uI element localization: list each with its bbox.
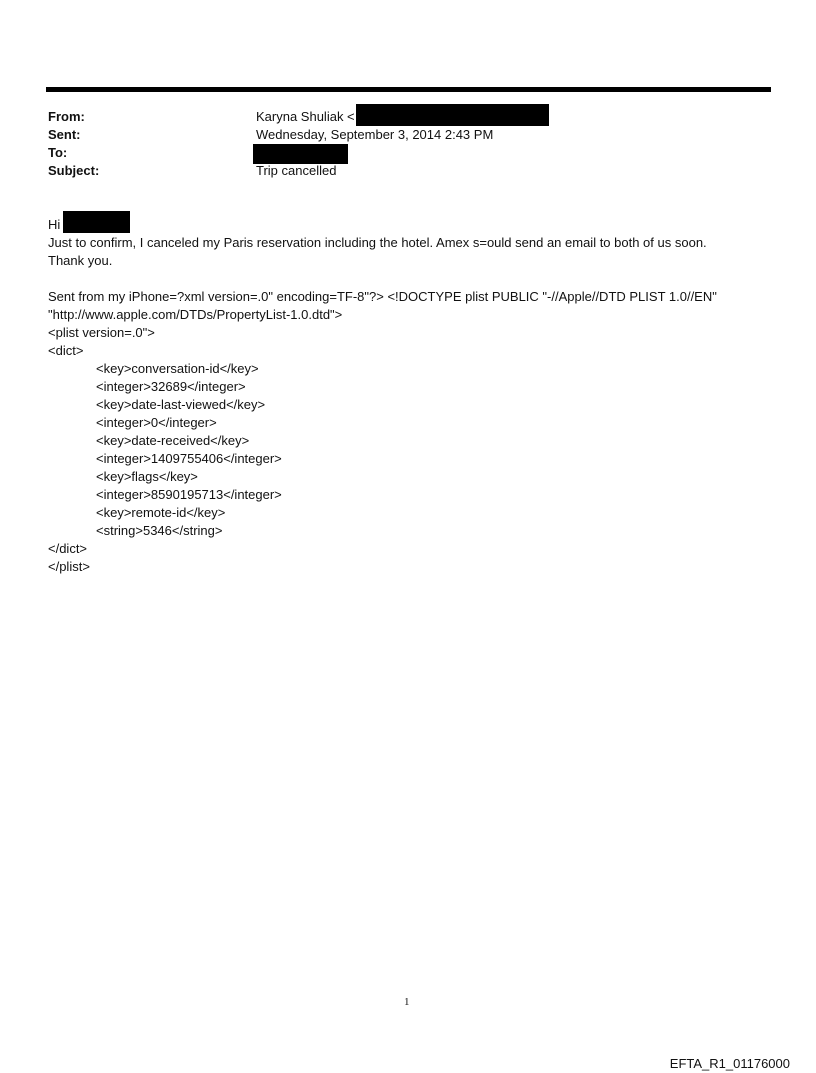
from-value: Karyna Shuliak <	[256, 109, 355, 124]
dict-line: <key>date-last-viewed</key>	[96, 397, 266, 412]
dict-line: <key>conversation-id</key>	[96, 361, 259, 376]
dict-line: <key>remote-id</key>	[96, 505, 226, 520]
dict-line: <integer>1409755406</integer>	[96, 451, 282, 466]
sent-value: Wednesday, September 3, 2014 2:43 PM	[256, 127, 494, 142]
dict-line: <integer>32689</integer>	[96, 379, 246, 394]
redaction-to	[253, 144, 348, 164]
dict-line: <key>date-received</key>	[96, 433, 250, 448]
dict-line: <integer>8590195713</integer>	[96, 487, 282, 502]
greeting: Hi	[48, 217, 61, 232]
plist-open: <plist version=.0">	[48, 325, 155, 340]
plist-close: </plist>	[48, 559, 90, 574]
to-label: To:	[48, 145, 68, 160]
body-line-2: Thank you.	[48, 253, 113, 268]
header-rule	[46, 87, 771, 92]
page-number: 1	[404, 996, 410, 1008]
dict-line: <key>flags</key>	[96, 469, 198, 484]
dict-close: </dict>	[48, 541, 88, 556]
redaction-greeting-name	[63, 211, 130, 233]
subject-label: Subject:	[48, 163, 100, 178]
redaction-from-email	[356, 104, 549, 126]
body-line-1: Just to confirm, I canceled my Paris reservation including the hotel. Amex s=ould send an email to both of us soon.	[48, 235, 707, 250]
from-label: From:	[48, 109, 85, 124]
subject-value: Trip cancelled	[256, 163, 337, 178]
sent-from-line-2: "http://www.apple.com/DTDs/PropertyList-1.0.dtd">	[48, 307, 343, 322]
sent-label: Sent:	[48, 127, 81, 142]
bates-number: EFTA_R1_01176000	[669, 1056, 790, 1071]
sent-from-line-1: Sent from my iPhone=?xml version=.0" encoding=TF-8"?> <!DOCTYPE plist PUBLIC "-//Apple//DTD PLIST 1.0//EN"	[48, 289, 717, 304]
dict-open: <dict>	[48, 343, 84, 358]
dict-line: <string>5346</string>	[96, 523, 223, 538]
dict-line: <integer>0</integer>	[96, 415, 217, 430]
